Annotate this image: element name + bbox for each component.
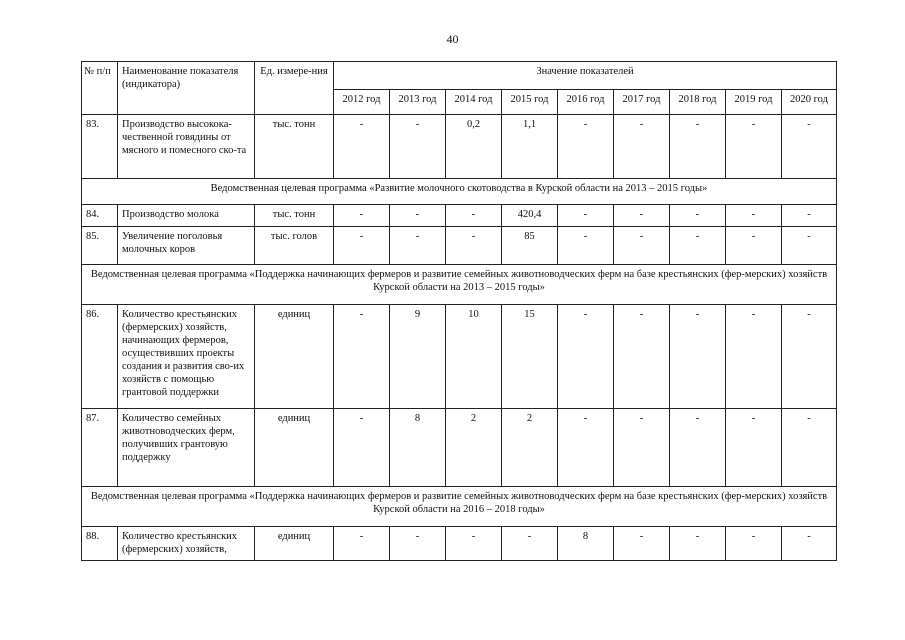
value-cell: 85: [502, 227, 558, 265]
value-cell: -: [614, 227, 670, 265]
header-year: 2014 год: [446, 90, 502, 115]
value-cell: -: [334, 115, 390, 179]
value-cell: -: [614, 527, 670, 561]
header-num: № п/п: [82, 62, 118, 115]
page-number: 40: [446, 32, 459, 46]
indicator-name: Количество крестьянских (фермерских) хозяйств, начинающих фермеров, осуществивших проекты создания и развития сво-их хозяйств с помощью грантовой поддержки: [118, 305, 255, 409]
header-unit: Ед. измере-ния: [255, 62, 334, 115]
row-number: 84.: [82, 205, 118, 227]
value-cell: -: [782, 115, 837, 179]
value-cell: -: [558, 227, 614, 265]
value-cell: -: [614, 115, 670, 179]
value-cell: 0,2: [446, 115, 502, 179]
value-cell: -: [670, 227, 726, 265]
header-year: 2017 год: [614, 90, 670, 115]
table-row: [82, 205, 837, 227]
unit-cell: единиц: [255, 527, 334, 561]
indicator-name: Увеличение поголовья молочных коров: [118, 227, 255, 265]
value-cell: -: [614, 409, 670, 487]
header-name: Наименование показателя (индикатора): [118, 62, 255, 115]
indicator-name: Производство высокока-чественной говядины от мясного и помесного ско-та: [118, 115, 255, 179]
value-cell: -: [334, 305, 390, 409]
value-cell: 8: [558, 527, 614, 561]
value-cell: -: [502, 527, 558, 561]
table-row: [82, 409, 837, 487]
value-cell: -: [782, 205, 837, 227]
unit-cell: тыс. голов: [255, 227, 334, 265]
unit-cell: единиц: [255, 409, 334, 487]
row-number: 86.: [82, 305, 118, 409]
value-cell: -: [670, 205, 726, 227]
value-cell: -: [726, 205, 782, 227]
header-year: 2012 год: [334, 90, 390, 115]
value-cell: 2: [446, 409, 502, 487]
section-row: [82, 265, 837, 305]
value-cell: -: [558, 305, 614, 409]
section-title: Ведомственная целевая программа «Развитие молочного скотоводства в Курской области на 2013 – 2015 годы»: [82, 179, 837, 205]
header-year: 2013 год: [390, 90, 446, 115]
value-cell: -: [334, 527, 390, 561]
value-cell: -: [726, 115, 782, 179]
row-number: 83.: [82, 115, 118, 179]
value-cell: -: [390, 227, 446, 265]
value-cell: -: [670, 527, 726, 561]
unit-cell: единиц: [255, 305, 334, 409]
header-year: 2019 год: [726, 90, 782, 115]
indicator-name: Количество крестьянских (фермерских) хозяйств,: [118, 527, 255, 561]
value-cell: 420,4: [502, 205, 558, 227]
table-row: [82, 305, 837, 409]
value-cell: 1,1: [502, 115, 558, 179]
indicator-name: Количество семейных животноводческих ферм, получивших грантовую поддержку: [118, 409, 255, 487]
section-title: Ведомственная целевая программа «Поддержка начинающих фермеров и развитие семейных животноводческих ферм на базе крестьянских (фер-мерских) хозяйств Курской области на 2016 – 2018 годы»: [82, 487, 837, 527]
value-cell: -: [726, 305, 782, 409]
unit-cell: тыс. тонн: [255, 205, 334, 227]
value-cell: -: [334, 205, 390, 227]
value-cell: -: [726, 527, 782, 561]
row-number: 88.: [82, 527, 118, 561]
value-cell: -: [782, 527, 837, 561]
section-title: Ведомственная целевая программа «Поддержка начинающих фермеров и развитие семейных животноводческих ферм на базе крестьянских (фер-мерских) хозяйств Курской области на 2013 – 2015 годы»: [82, 265, 837, 305]
indicators-table: [81, 61, 837, 561]
value-cell: 15: [502, 305, 558, 409]
header-year: 2018 год: [670, 90, 726, 115]
row-number: 87.: [82, 409, 118, 487]
value-cell: -: [670, 305, 726, 409]
value-cell: -: [558, 205, 614, 227]
value-cell: -: [558, 409, 614, 487]
table-row: [82, 227, 837, 265]
table-row: [82, 527, 837, 561]
header-year: 2015 год: [502, 90, 558, 115]
unit-cell: тыс. тонн: [255, 115, 334, 179]
value-cell: -: [446, 527, 502, 561]
value-cell: -: [334, 409, 390, 487]
header-year: 2016 год: [558, 90, 614, 115]
value-cell: -: [390, 527, 446, 561]
table-row: [82, 115, 837, 179]
value-cell: -: [390, 115, 446, 179]
value-cell: -: [614, 305, 670, 409]
indicator-name: Производство молока: [118, 205, 255, 227]
value-cell: -: [614, 205, 670, 227]
value-cell: -: [670, 409, 726, 487]
value-cell: -: [670, 115, 726, 179]
section-row: [82, 179, 837, 205]
value-cell: -: [726, 227, 782, 265]
value-cell: 10: [446, 305, 502, 409]
row-number: 85.: [82, 227, 118, 265]
header-year: 2020 год: [782, 90, 837, 115]
value-cell: -: [726, 409, 782, 487]
value-cell: -: [782, 227, 837, 265]
value-cell: 2: [502, 409, 558, 487]
value-cell: -: [782, 409, 837, 487]
value-cell: -: [390, 205, 446, 227]
value-cell: -: [782, 305, 837, 409]
value-cell: -: [446, 205, 502, 227]
header-values: Значение показателей: [334, 62, 837, 90]
section-row: [82, 487, 837, 527]
value-cell: -: [558, 115, 614, 179]
value-cell: -: [446, 227, 502, 265]
value-cell: 9: [390, 305, 446, 409]
value-cell: 8: [390, 409, 446, 487]
value-cell: -: [334, 227, 390, 265]
